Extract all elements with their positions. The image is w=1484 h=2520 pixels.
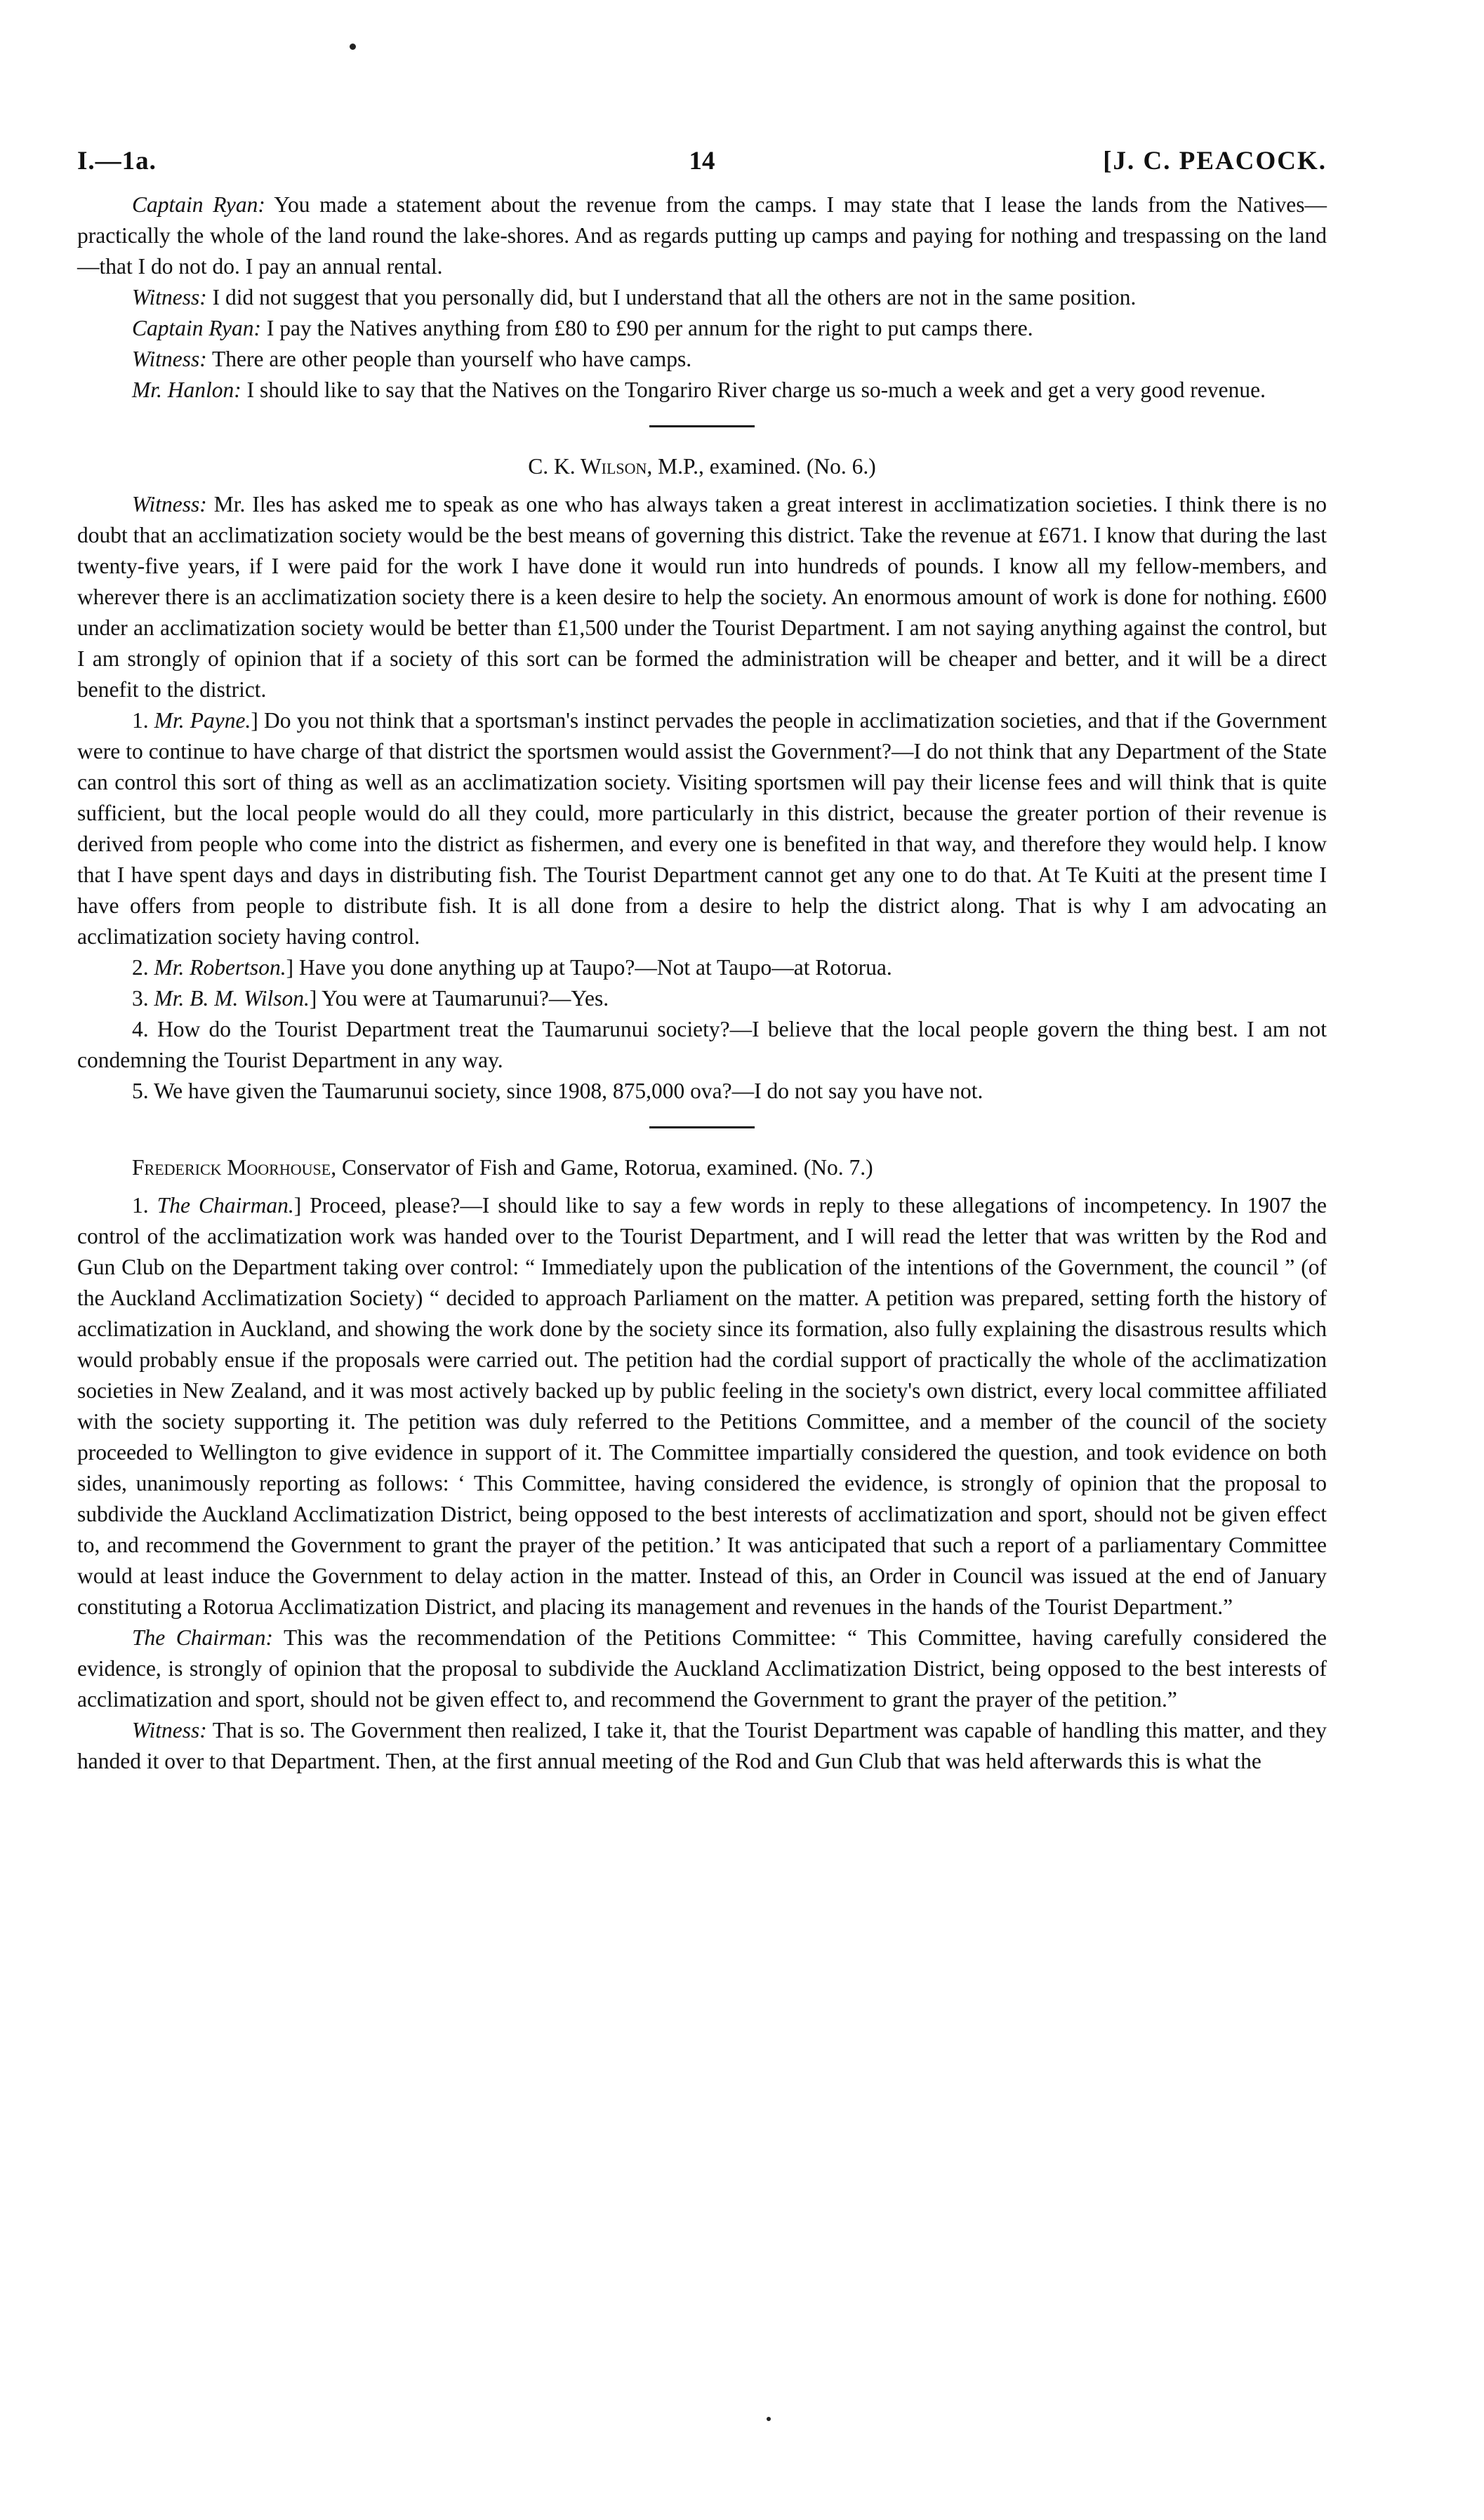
- question-paragraph: [77, 1076, 1327, 1107]
- question-paragraph: [77, 1190, 1327, 1622]
- page-number: 14: [689, 147, 715, 175]
- question-paragraph: [77, 952, 1327, 983]
- paragraph-text: I should like to say that the Natives on the Tongariro River charge us so-much a week and get a very good revenue.: [241, 378, 1266, 402]
- speaker: The Chairman.: [157, 1193, 294, 1218]
- exchange-paragraph: [77, 375, 1327, 406]
- section-divider: [649, 1126, 755, 1128]
- title-rest: , M.P., examined. (No. 6.): [647, 454, 876, 479]
- exchange-paragraph: [77, 1622, 1327, 1715]
- paragraph-text: That is so. The Government then realized, I take it, that the Tourist Department was capable of handling this matter, and they handed it over to that Department. Then, at the first annual meeting of the Rod and Gun Club that was held afterwards this is what the: [77, 1718, 1327, 1773]
- speaker: Mr. Robertson.: [154, 955, 286, 980]
- paragraph-text: ] Do you not think that a sportsman's instinct pervades the people in acclimatization societies, and that if the Government were to continue to have charge of that district the sportsmen would assist the Government?—I do not think that any Department of the State can control this sort of thing as well as an acclimatization society. Visiting sportsmen will pay their license fees and will think that is quite sufficient, but the local people would do all they could, more particularly in this district, because the greater portion of their revenue is derived from people who come into the district as fishermen, and every one is benefited in that way, and therefore they would help. I know that I have spent days and days in distributing fish. The Tourist Department cannot get any one to do that. At Te Kuiti at the present time I have offers from people to distribute fish. It is all done from a desire to help the district along. That is why I am advocating an acclimatization society having control.: [77, 708, 1327, 949]
- speaker: Captain Ryan:: [132, 316, 262, 340]
- speaker: Mr. Hanlon:: [132, 378, 241, 402]
- speaker: The Chairman:: [132, 1625, 274, 1650]
- question-number: 5.: [132, 1079, 154, 1103]
- witness-name: Frederick Moorhouse: [132, 1155, 331, 1180]
- exchange-paragraph: [77, 344, 1327, 375]
- exchange-paragraph: [77, 189, 1327, 282]
- paragraph-text: Mr. Iles has asked me to speak as one who has always taken a great interest in acclimatization societies. I think there is no doubt that an acclimatization society would be the best means of governing this district. Take the revenue at £671. I know that during the last twenty-five years, if I were paid for the work I have done it would run into hundreds of pounds. I know all my fellow-members, and wherever there is an acclimatization society there is a keen desire to help the society. An enormous amount of work is done for nothing. £600 under an acclimatization society would be better than £1,500 under the Tourist Department. I am not saying anything against the control, but I am strongly of opinion that if a society of this sort can be formed the administration will be cheaper and better, and it will be a direct benefit to the district.: [77, 492, 1327, 702]
- paragraph-text: There are other people than yourself who have camps.: [206, 347, 692, 371]
- page-header: [77, 140, 1327, 189]
- question-paragraph: [77, 1014, 1327, 1076]
- paragraph-text: You made a statement about the revenue from the camps. I may state that I lease the lands from the Natives—practically the whole of the land round the lake-shores. And as regards putting up camps and paying for nothing and trespassing on the land—that I do not do. I pay an annual rental.: [77, 192, 1327, 279]
- speaker: Captain Ryan:: [132, 192, 265, 217]
- speaker: Witness:: [132, 492, 207, 516]
- witness-header: [J. C. PEACOCK.: [1103, 147, 1327, 175]
- section-title: [77, 1152, 1327, 1183]
- paragraph-text: ] You were at Taumarunui?—Yes.: [309, 986, 609, 1011]
- document-page: [77, 140, 1327, 1777]
- testimony-paragraph: [77, 489, 1327, 705]
- question-number: 1.: [132, 708, 154, 733]
- witness-name: C. K. Wilson: [528, 454, 647, 479]
- section-peacock-continuation: [77, 189, 1327, 406]
- paper-reference: I.—1a.: [77, 147, 157, 175]
- question-paragraph: [77, 705, 1327, 952]
- section-moorhouse: [77, 1152, 1327, 1777]
- paragraph-text: ] Have you done anything up at Taupo?—Not at Taupo—at Rotorua.: [286, 955, 892, 980]
- speaker: Witness:: [132, 347, 207, 371]
- bottom-ink-speck: [767, 2417, 771, 2421]
- question-number: 2.: [132, 955, 154, 980]
- speaker: Witness:: [132, 285, 207, 309]
- speaker: Witness:: [132, 1718, 207, 1742]
- title-rest: , Conservator of Fish and Game, Rotorua, examined. (No. 7.): [331, 1155, 873, 1180]
- exchange-paragraph: [77, 1715, 1327, 1777]
- paragraph-text: I pay the Natives anything from £80 to £90 per annum for the right to put camps there.: [261, 316, 1033, 340]
- section-divider: [649, 425, 755, 427]
- exchange-paragraph: [77, 282, 1327, 313]
- paragraph-text: How do the Tourist Department treat the Taumarunui society?—I believe that the local people govern the thing best. I am not condemning the Tourist Department in any way.: [77, 1017, 1327, 1072]
- question-paragraph: [77, 983, 1327, 1014]
- paragraph-text: This was the recommendation of the Petitions Committee: “ This Committee, having carefully considered the evidence, is strongly of opinion that the proposal to subdivide the Auckland Acclimatization District, being opposed to the best interests of acclimatization and sport, should not be given effect to, and recommend the Government to grant the prayer of the petition.”: [77, 1625, 1327, 1712]
- speaker: Mr. Payne.: [154, 708, 251, 733]
- exchange-paragraph: [77, 313, 1327, 344]
- question-number: 3.: [132, 986, 154, 1011]
- question-number: 4.: [132, 1017, 157, 1041]
- question-number: 1.: [132, 1193, 157, 1218]
- paragraph-text: I did not suggest that you personally did, but I understand that all the others are not in the same position.: [206, 285, 1137, 309]
- paragraph-text: We have given the Taumarunui society, since 1908, 875,000 ova?—I do not say you have not.: [153, 1079, 983, 1103]
- speaker: Mr. B. M. Wilson.: [154, 986, 310, 1011]
- section-title: [77, 451, 1327, 482]
- paragraph-text: ] Proceed, please?—I should like to say a few words in reply to these allegations of incompetency. In 1907 the control of the acclimatization work was handed over to the Tourist Department, and I will read the letter that was written by the Rod and Gun Club on the Department taking over control: “ Immediately upon the publication of the intentions of the Government, the council ” (of the Auckland Acclimatization Society) “ decided to approach Parliament on the matter. A petition was prepared, setting forth the history of acclimatization in Auckland, and showing the work done by the society since its formation, also fully explaining the disastrous results which would probably ensue if the proposals were carried out. The petition had the cordial support of practically the whole of the acclimatization societies in New Zealand, and it was most actively backed up by public feeling in the society's own district, every local committee affiliated with the society supporting it. The petition was duly referred to the Petitions Committee, and a member of the council of the society proceeded to Wellington to give evidence in support of it. The Committee impartially considered the question, and took evidence on both sides, unanimously reporting as follows: ‘ This Committee, having considered the evidence, is strongly of opinion that the proposal to subdivide the Auckland Acclimatization District, being opposed to the best interests of acclimatization and sport, should not be given effect to, and recommend the Government to grant the prayer of the petition.’ It was anticipated that such a report of a parliamentary Committee would at least induce the Government to delay action in the matter. Instead of this, an Order in Council was issued at the end of January constituting a Rotorua Acclimatization District, and placing its management and revenues in the hands of the Tourist Department.”: [77, 1193, 1327, 1619]
- top-ink-speck: [350, 44, 356, 50]
- section-wilson: [77, 451, 1327, 1107]
